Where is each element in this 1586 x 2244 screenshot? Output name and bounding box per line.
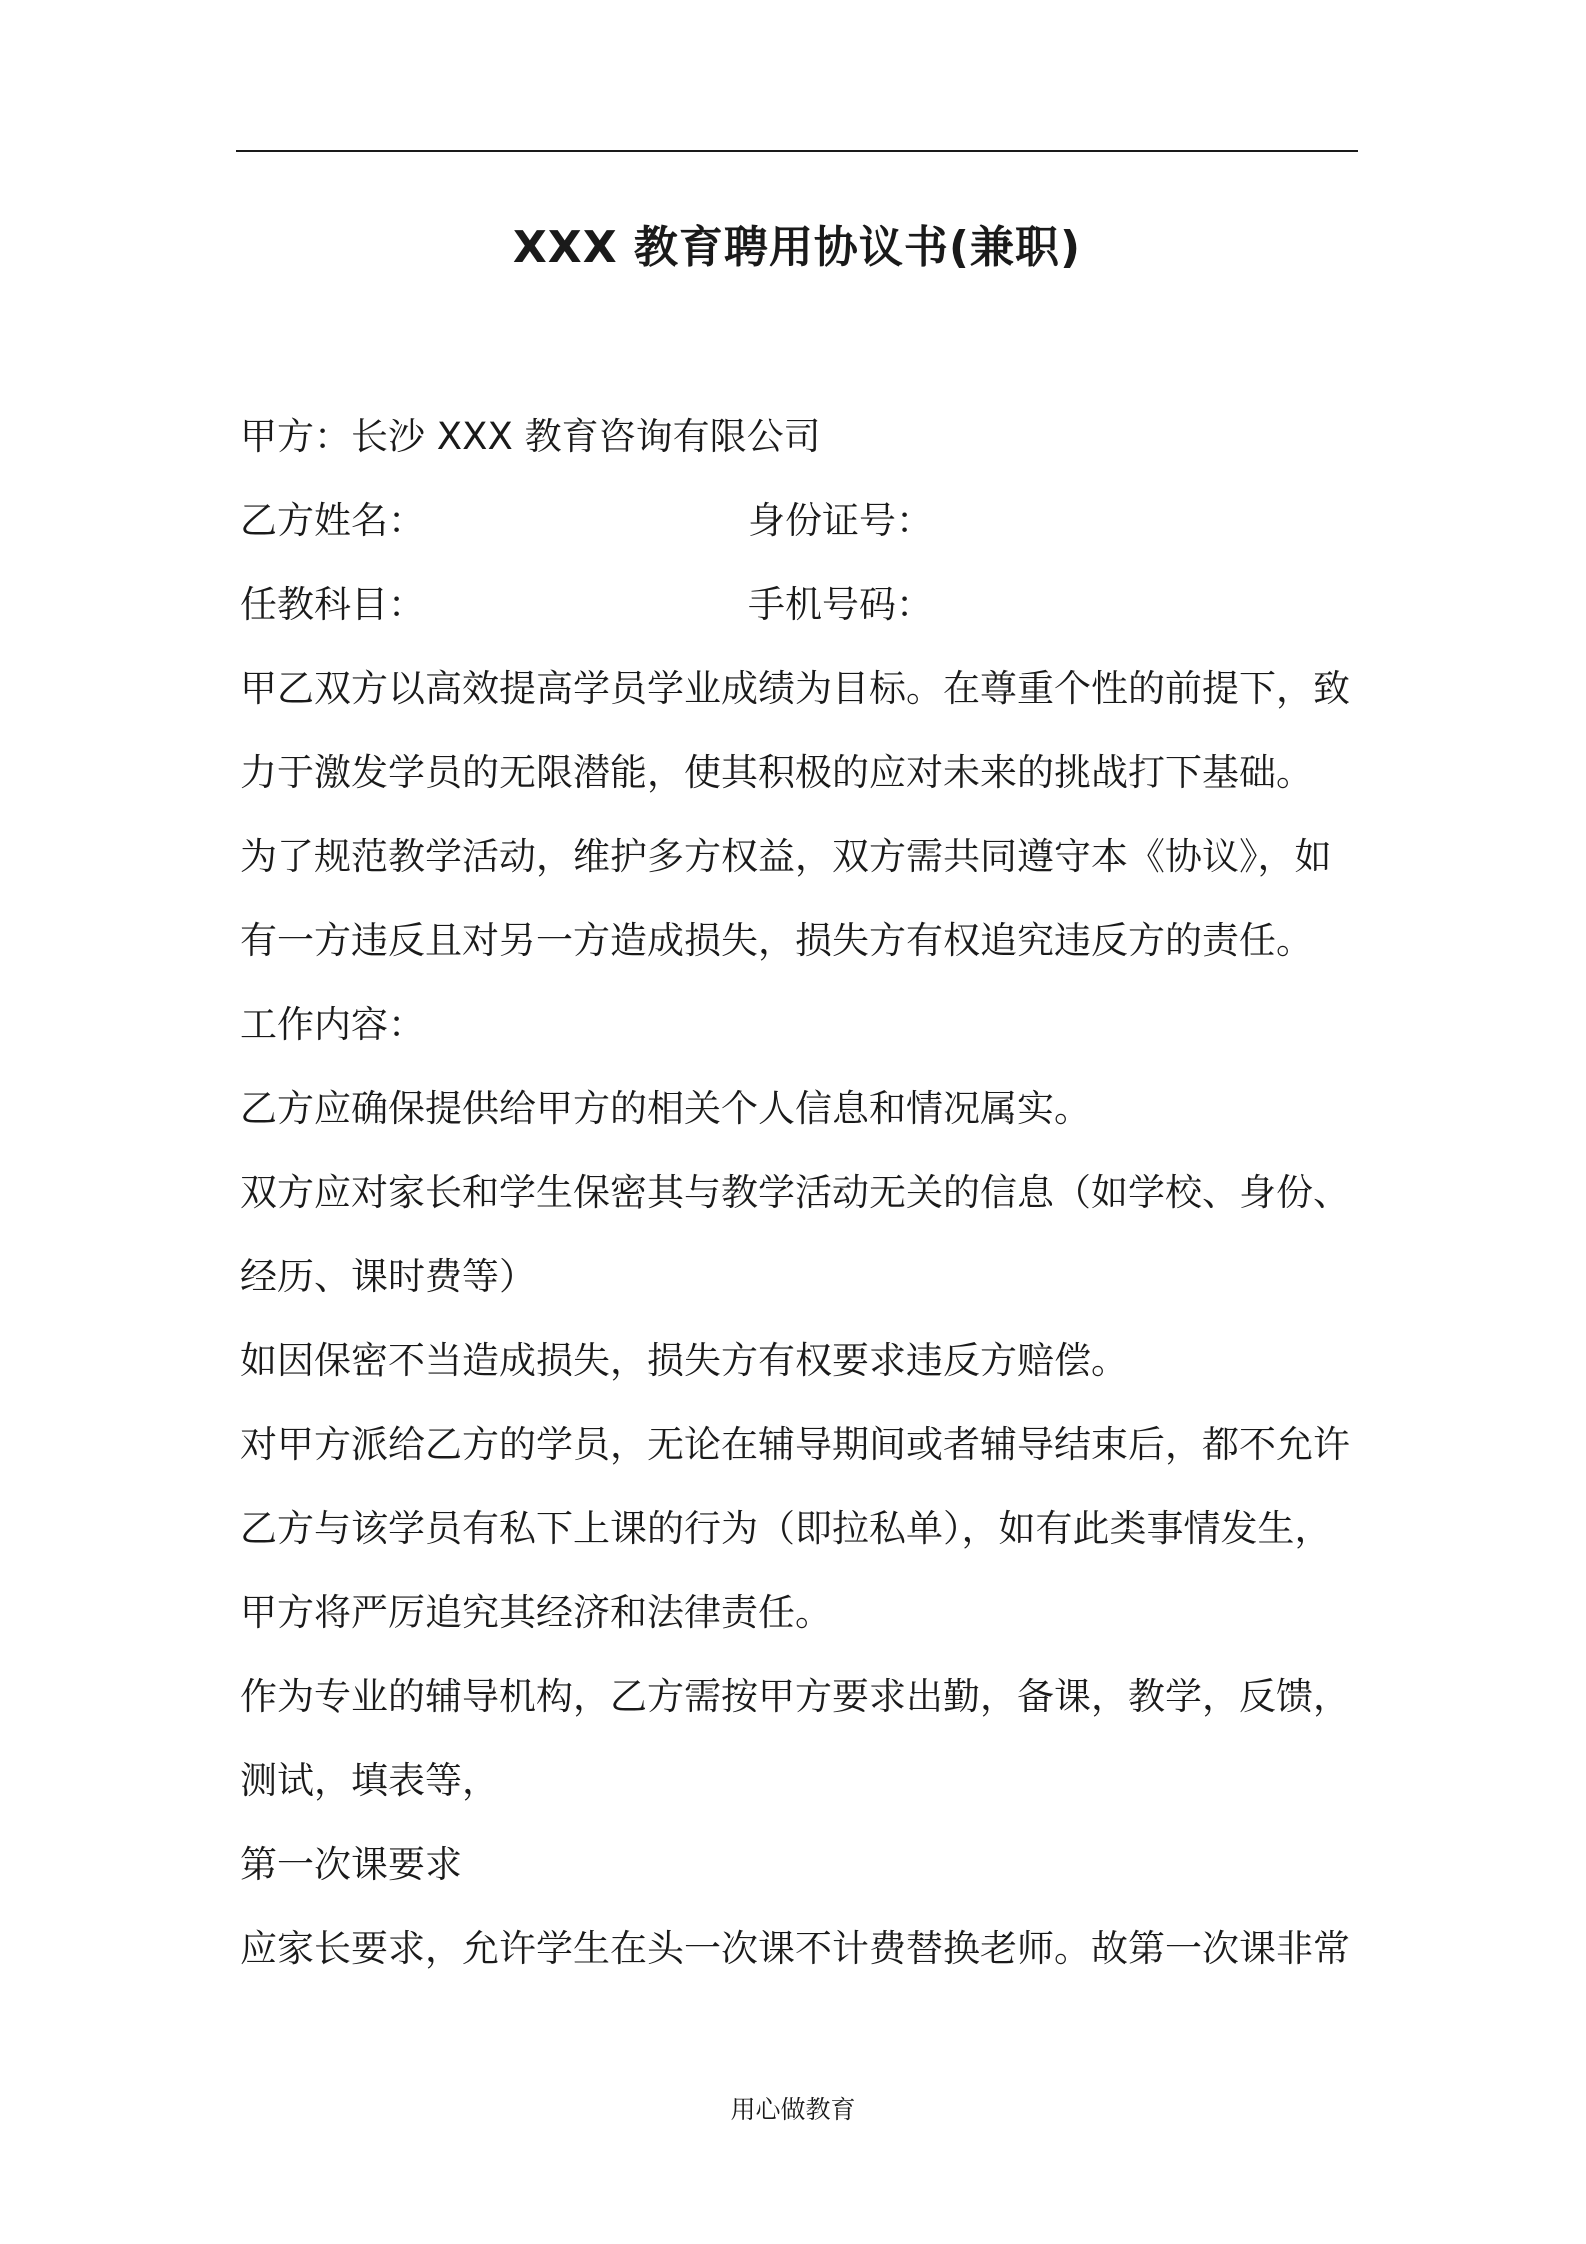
- body-line: 甲方将严厉追究其经济和法律责任。: [240, 1591, 832, 1634]
- body-line: 对甲方派给乙方的学员，无论在辅导期间或者辅导结束后，都不允许: [240, 1423, 1350, 1466]
- body-line: 双方应对家长和学生保密其与教学活动无关的信息（如学校、身份、: [240, 1171, 1350, 1214]
- body-line: 乙方应确保提供给甲方的相关个人信息和情况属实。: [240, 1087, 1091, 1130]
- section-heading-first-lesson: 第一次课要求: [240, 1843, 462, 1886]
- body-line: 力于激发学员的无限潜能，使其积极的应对未来的挑战打下基础。: [240, 751, 1313, 794]
- party-a-line: 甲方：长沙 XXX 教育咨询有限公司: [240, 415, 821, 458]
- section-heading-work-content: 工作内容：: [240, 1003, 425, 1046]
- body-line: 经历、课时费等）: [240, 1255, 536, 1298]
- header-rule: [236, 150, 1358, 152]
- id-number-label: 身份证号：: [748, 499, 933, 542]
- body-line: 应家长要求，允许学生在头一次课不计费替换老师。故第一次课非常: [240, 1927, 1350, 1970]
- subject-label: 任教科目：: [240, 583, 425, 626]
- phone-label: 手机号码：: [748, 583, 933, 626]
- document-title: XXX 教育聘用协议书(兼职): [512, 222, 1082, 273]
- body-line: 如因保密不当造成损失，损失方有权要求违反方赔偿。: [240, 1339, 1128, 1382]
- body-line: 测试，填表等，: [240, 1759, 499, 1802]
- body-line: 甲乙双方以高效提高学员学业成绩为目标。在尊重个性的前提下，致: [240, 667, 1350, 710]
- body-line: 有一方违反且对另一方造成损失，损失方有权追究违反方的责任。: [240, 919, 1313, 962]
- body-line: 为了规范教学活动，维护多方权益，双方需共同遵守本《协议》，如: [240, 835, 1332, 878]
- body-line: 乙方与该学员有私下上课的行为（即拉私单），如有此类事情发生，: [240, 1507, 1332, 1550]
- page-footer: 用心做教育: [730, 2095, 856, 2124]
- party-b-name-label: 乙方姓名：: [240, 499, 425, 542]
- body-line: 作为专业的辅导机构，乙方需按甲方要求出勤，备课，教学，反馈，: [240, 1675, 1350, 1718]
